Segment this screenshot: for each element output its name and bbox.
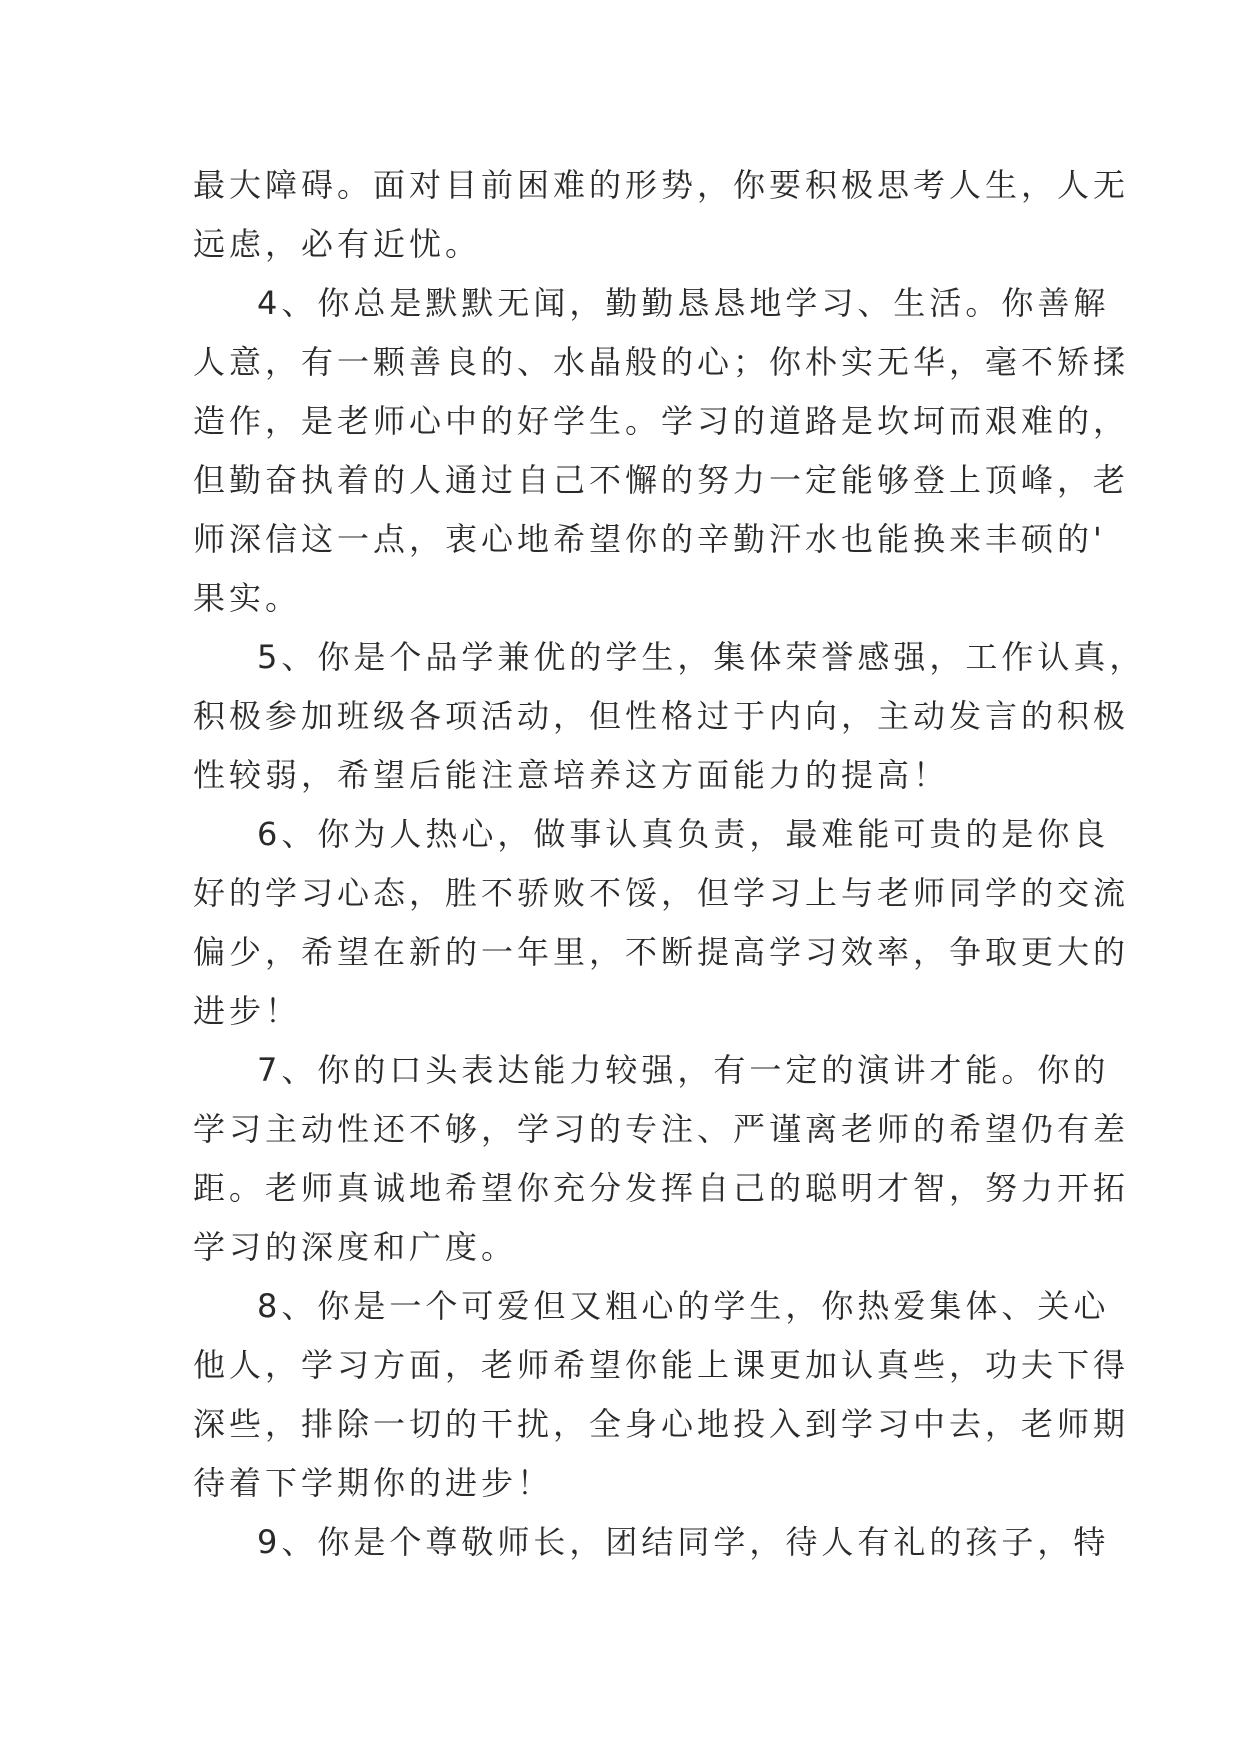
text-line: 学习的深度和广度。: [193, 1228, 518, 1266]
paragraph: [193, 805, 1130, 1041]
text-line: 深些，排除一切的干扰，全身心地投入到学习中去，老师期: [193, 1405, 1130, 1443]
text-line: 果实。: [193, 579, 302, 617]
paragraph: [193, 1041, 1130, 1277]
text-line: 7、你的口头表达能力较强，有一定的演讲才能。你的: [257, 1051, 1110, 1089]
text-line: 性较弱，希望后能注意培养这方面能力的提高！: [193, 756, 950, 794]
text-line: 进步！: [193, 992, 302, 1030]
text-line: 他人，学习方面，老师希望你能上课更加认真些，功夫下得: [193, 1346, 1130, 1384]
text-line: 8、你是一个可爱但又粗心的学生，你热爱集体、关心: [257, 1287, 1110, 1325]
text-line: 但勤奋执着的人通过自己不懈的努力一定能够登上顶峰，老: [193, 461, 1130, 499]
text-line: 师深信这一点，衷心地希望你的辛勤汗水也能换来丰硕的': [193, 520, 1106, 558]
text-line: 距。老师真诚地希望你充分发挥自己的聪明才智，努力开拓: [193, 1169, 1130, 1207]
text-line: 6、你为人热心，做事认真负责，最难能可贵的是你良: [257, 815, 1110, 853]
text-line: 5、你是个品学兼优的学生，集体荣誉感强，工作认真，: [257, 638, 1146, 676]
text-line: 人意，有一颗善良的、水晶般的心；你朴实无华，毫不矫揉: [193, 343, 1130, 381]
document-body: [193, 156, 1146, 1572]
paragraph: [193, 156, 1130, 274]
text-line: 积极参加班级各项活动，但性格过于内向，主动发言的积极: [193, 697, 1130, 735]
text-line: 造作，是老师心中的好学生。学习的道路是坎坷而艰难的，: [193, 402, 1130, 440]
text-line: 学习主动性还不够，学习的专注、严谨离老师的希望仍有差: [193, 1110, 1130, 1148]
paragraph: [193, 628, 1146, 805]
text-line: 待着下学期你的进步！: [193, 1464, 554, 1502]
text-line: 远虑，必有近忧。: [193, 225, 482, 263]
paragraph: [193, 274, 1130, 628]
text-line: 4、你总是默默无闻，勤勤恳恳地学习、生活。你善解: [257, 284, 1110, 322]
paragraph: [193, 1513, 1110, 1572]
text-line: 最大障碍。面对目前困难的形势，你要积极思考人生，人无: [193, 166, 1130, 204]
text-line: 偏少，希望在新的一年里，不断提高学习效率，争取更大的: [193, 933, 1130, 971]
text-line: 9、你是个尊敬师长，团结同学，待人有礼的孩子，特: [257, 1523, 1110, 1561]
text-line: 好的学习心态，胜不骄败不馁，但学习上与老师同学的交流: [193, 874, 1130, 912]
paragraph: [193, 1277, 1130, 1513]
